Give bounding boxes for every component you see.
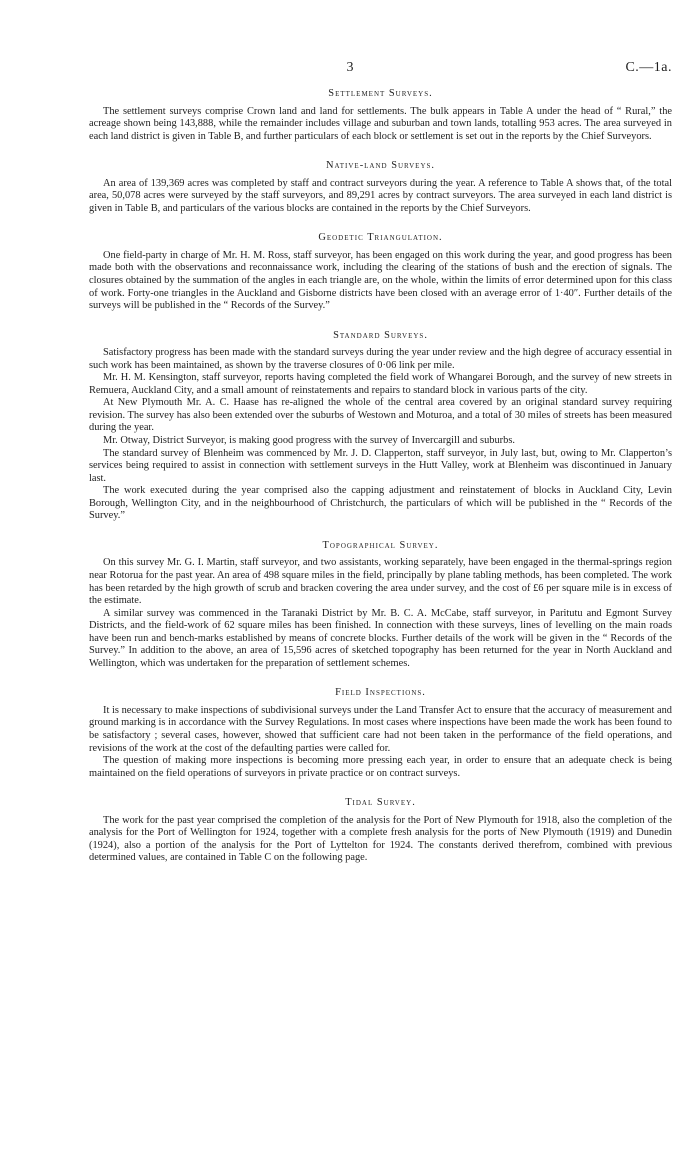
paragraph: An area of 139,369 acres was completed by staff and contract surveyors during the year. A reference to Table A shows that, of the total area, 50,078 acres were surveyed by the staff surveyors, and 89,291 acres by contract surveyors. The area surveyed in each land district is given in Table B, and particulars of the various blocks are contained in the reports by the Chief Surveyors. — [89, 177, 672, 214]
section-geodetic-triangulation — [89, 232, 672, 312]
paragraph: The work executed during the year comprised also the capping adjustment and reinstatement of blocks in Auckland City, Levin Borough, Wellington City, and in the neighbourhood of Christchurch, the particulars of which will be published in the “ Records of the Survey.” — [89, 485, 672, 522]
paragraph: The work for the past year comprised the completion of the analysis for the Port of New Plymouth for 1918, also the completion of the analysis for the Port of Wellington for 1924, together with a complete fresh analysis for the ports of New Plymouth (1919) and Dunedin (1924), also a portion of the analysis for the Port of Lyttelton for 1924. The constants derived therefrom, combined with previous determined values, are contained in Table C on the following page. — [89, 814, 672, 864]
paragraph: Mr. H. M. Kensington, staff surveyor, reports having completed the field work of Whangarei Borough, and the survey of new streets in Remuera, Auckland City, and a small amount of reinstatements and repairs to standard block in various parts of the city. — [89, 372, 672, 396]
section-native-land-surveys — [89, 160, 672, 215]
paragraph: One field-party in charge of Mr. H. M. Ross, staff surveyor, has been engaged on this work during the year, and good progress has been made both with the observations and reconnaissance work, including the clearing of the stations of bush and the erection of signals. The closures obtained by the summation of the angles in each triangle are, on the whole, within the limits of error determined upon for this class of work. Forty-one triangles in the Auckland and Gisborne districts have been closed with an average error of 1·40″. Further details of the surveys will be published in the “ Records of the Survey.” — [89, 249, 672, 312]
section-heading: Native-land Surveys. — [325, 160, 436, 172]
paragraph: It is necessary to make inspections of subdivisional surveys under the Land Transfer Act to ensure that the accuracy of measurement and ground marking is in accordance with the Survey Regulations. In most cases where inspections have been made the work has been found to be satisfactory ; several cases, however, showed that sufficient care had not been taken in the performance of the field operations, and revisions of the work at the cost of the defaulting parties were called for. — [89, 704, 672, 754]
section-heading: Standard Surveys. — [333, 329, 428, 341]
section-heading: Geodetic Triangulation. — [318, 232, 443, 244]
paragraph: At New Plymouth Mr. A. C. Haase has re-aligned the whole of the central area covered by an original standard survey requiring revision. The survey has also been extended over the suburbs of Westown and Moturoa, and a total of 30 miles of streets has been measured during the year. — [89, 397, 672, 434]
page-body — [89, 88, 672, 882]
paragraph: The question of making more inspections is becoming more pressing each year, in order to ensure that an adequate check is being maintained on the field operations of surveyors in private practice or on contract surveys. — [89, 755, 672, 779]
section-standard-surveys — [89, 330, 672, 523]
paragraph: The standard survey of Blenheim was commenced by Mr. J. D. Clapperton, staff surveyor, in July last, but, owing to Mr. Clapperton’s services being required to assist in connection with settlement surveys in the Hutt Valley, work at Blenheim was discontinued in January last. — [89, 447, 672, 484]
page-number: 3 — [346, 60, 354, 75]
section-settlement-surveys — [89, 88, 672, 143]
section-heading: Topographical Survey. — [322, 539, 439, 551]
paragraph: On this survey Mr. G. I. Martin, staff surveyor, and two assistants, working separately, have been engaged in the thermal-springs region near Rotorua for the past year. An area of 498 square miles in the field, principally by plane tabling methods, has been completed. The work has been retarded by the high growth of scrub and bracken covering the area under survey, and the cost of £6 per square mile is in excess of the estimate. — [89, 557, 672, 607]
paragraph: Mr. Otway, District Surveyor, is making good progress with the survey of Invercargill and suburbs. — [103, 435, 515, 447]
paragraph: Satisfactory progress has been made with the standard surveys during the year under review and the high degree of accuracy essential in such work has been maintained, as shown by the traverse closures of 0·06 link per mile. — [89, 347, 672, 371]
document-reference: C.—1a. — [625, 60, 672, 75]
section-heading: Settlement Surveys. — [328, 88, 433, 99]
section-topographical-survey — [89, 540, 672, 670]
paragraph: A similar survey was commenced in the Taranaki District by Mr. B. C. A. McCabe, staff surveyor, in Paritutu and Egmont Survey Districts, and the field-work of 62 square miles has been finished. In connection with these surveys, lines of levelling on the main roads have been run and bench-marks established by means of concrete blocks. Further details of the work will be given in the “ Records of the Survey.” In addition to the above, an area of 15,596 acres of sketched topography has been returned for the year in North Auckland and Wellington, which was undertaken for the preparation of settlement schemes. — [89, 607, 672, 669]
paragraph: The settlement surveys comprise Crown land and land for settlements. The bulk appears in Table A under the head of “ Rural,” the acreage shown being 143,888, while the remainder includes village and suburban and town lands, totalling 953 acres. The area surveyed in each land district is given in Table B, and further particulars of each block or settlement is set out in the reports by the Chief Surveyors. — [89, 105, 672, 142]
section-field-inspections — [89, 687, 672, 780]
section-tidal-survey — [89, 797, 672, 865]
section-heading: Tidal Survey. — [345, 797, 416, 809]
section-heading: Field Inspections. — [335, 687, 426, 699]
